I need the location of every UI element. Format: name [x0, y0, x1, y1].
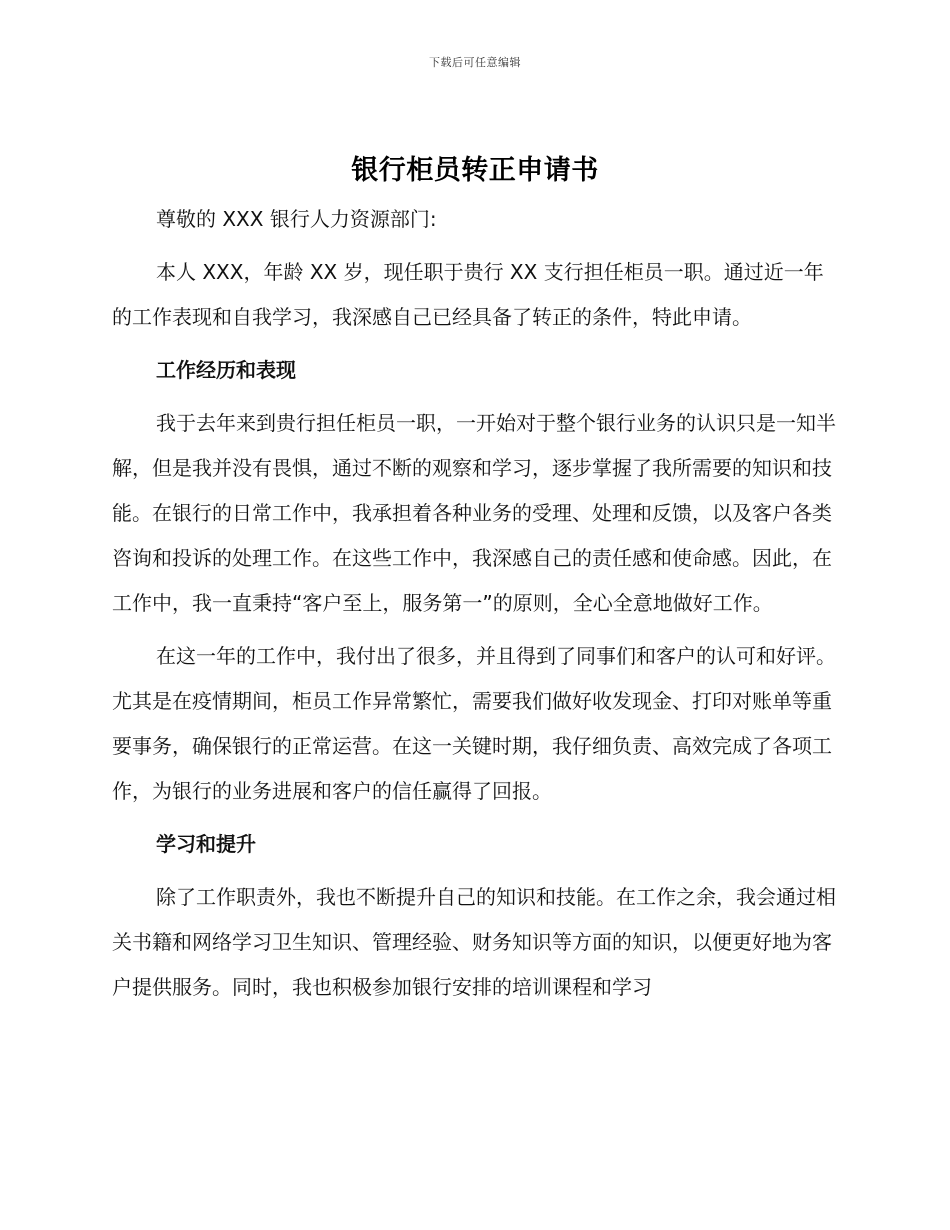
work-experience-paragraph-1: 我于去年来到贵行担任柜员一职，一开始对于整个银行业务的认识只是一知半解，但是我并没有畏惧，通过不断的观察和学习，逐步掌握了我所需要的知识和技能。在银行的日常工作中，我承担着各种业务的受理、处理和反馈，以及客户各类咨询和投诉的处理工作。在这些工作中，我深感自己的责任感和使命感。因此，在工作中，我一直秉持“客户至上，服务第一”的原则，全心全意地做好工作。: [112, 411, 836, 615]
salutation: 尊敬的 XXX 银行人力资源部门:: [156, 207, 437, 231]
document-body: [112, 197, 838, 1018]
section-heading-learning: 学习和提升: [156, 832, 256, 856]
learning-paragraph-1: 除了工作职责外，我也不断提升自己的知识和技能。在工作之余，我会通过相关书籍和网络学习卫生知识、管理经验、财务知识等方面的知识，以便更好地为客户提供服务。同时，我也积极参加银行安排的培训课程和学习: [112, 885, 836, 999]
work-experience-paragraph-2: 在这一年的工作中，我付出了很多，并且得到了同事们和客户的认可和好评。尤其是在疫情期间，柜员工作异常繁忙，需要我们做好收发现金、打印对账单等重要事务，确保银行的正常运营。在这一关键时期，我仔细负责、高效完成了各项工作，为银行的业务进展和客户的信任赢得了回报。: [112, 644, 836, 803]
document-title: 银行柜员转正申请书: [351, 155, 599, 186]
intro-paragraph: 本人 XXX，年龄 XX 岁，现任职于贵行 XX 支行担任柜员一职。通过近一年的工作表现和自我学习，我深感自己已经具备了转正的条件，特此申请。: [112, 260, 824, 329]
section-heading-work-experience: 工作经历和表现: [156, 358, 296, 382]
header-note: 下载后可任意编辑: [429, 56, 521, 69]
